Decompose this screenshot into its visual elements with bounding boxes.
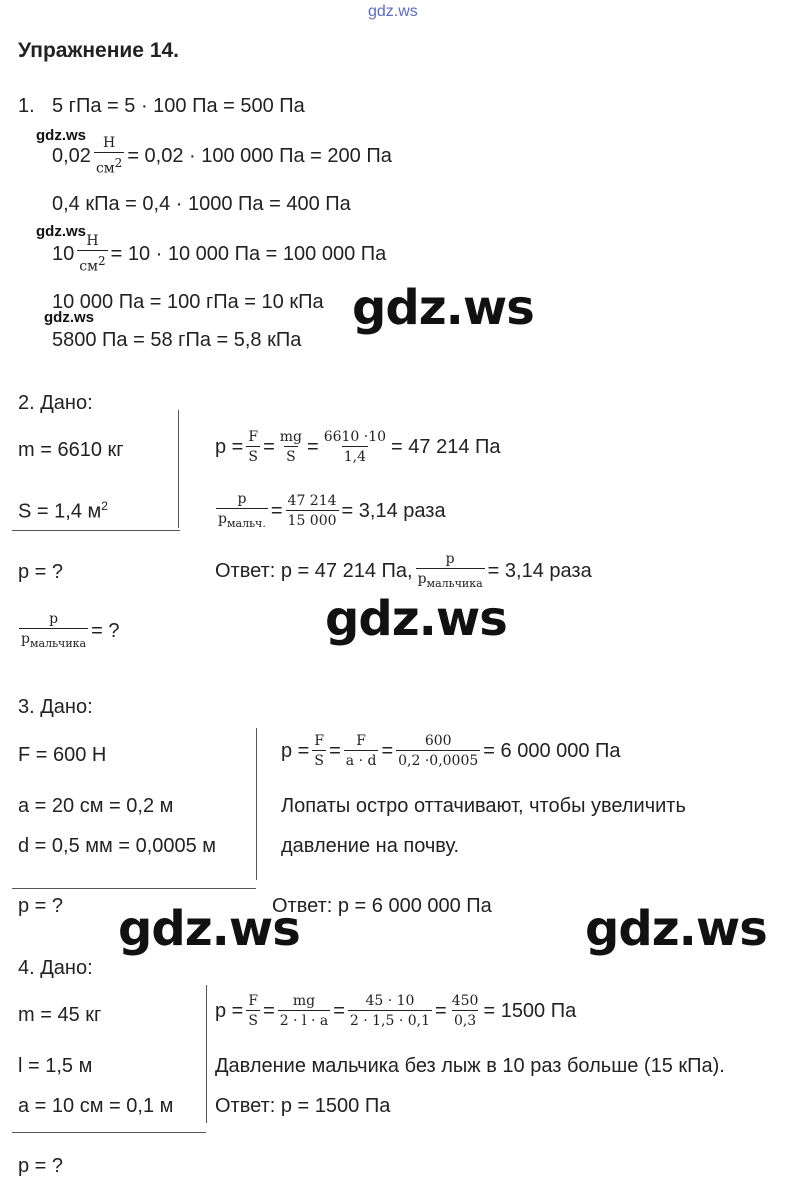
ex4-f1-num: F — [248, 993, 259, 1009]
ex3-answer: Ответ: p = 6 000 000 Па — [272, 895, 492, 917]
ex2-given-label: 2. Дано: — [18, 392, 93, 414]
ex4-f4-den: 0,3 — [452, 1010, 478, 1030]
ex2-answer-result: = 3,14 раза — [487, 560, 592, 583]
ex4-f2-den: 2 · l · a — [278, 1010, 330, 1030]
ex4-solution-line — [215, 992, 576, 1030]
ex2-answer-den-sub: мальчика — [426, 576, 483, 590]
ex2-find-ratio — [16, 610, 119, 653]
ex2-sol1-f2-num: mg — [279, 429, 303, 445]
ex1-line5: 10 000 Па = 100 гПа = 10 кПа — [52, 291, 324, 313]
ex3-given-label: 3. Дано: — [18, 696, 93, 718]
equals-sign: = — [270, 500, 283, 523]
ex1-line4-rest: = 10 · 10 000 Па = 100 000 Па — [110, 242, 387, 265]
watermark-big: gdz.ws — [585, 901, 767, 957]
ex1-number: 1. — [18, 95, 35, 117]
ex2-divider-vertical — [178, 410, 179, 528]
ex4-f3-num: 45 · 10 — [365, 993, 415, 1009]
equals-sign: = — [435, 1000, 447, 1022]
ex2-find-p: p = ? — [18, 561, 64, 583]
ex3-f3-num: 600 — [424, 733, 452, 749]
ex3-sol-p: p = — [281, 740, 310, 762]
ex2-sol1-f3-den: 1,4 — [342, 446, 368, 466]
ex1-line4-num: Н — [86, 233, 99, 249]
ex1-line4-den: см — [79, 258, 98, 275]
ex4-f3-den: 2 · 1,5 · 0,1 — [348, 1010, 432, 1030]
ex2-sol1-f3-num: 6610 ·10 — [323, 429, 387, 445]
ex4-given-m: m = 45 кг — [18, 1004, 102, 1026]
ex2-answer-den: p — [417, 571, 427, 587]
ex3-divider-vertical — [256, 728, 257, 880]
ex4-divider-vertical — [206, 985, 207, 1123]
ex1-line2-prefix: 0,02 — [52, 144, 91, 167]
ex3-f2-den: a · d — [344, 750, 379, 770]
ex2-sol2-f-den: 15 000 — [286, 510, 339, 530]
ex2-answer-num: p — [445, 551, 455, 567]
ex2-sol1-result: = 47 214 Па — [391, 436, 501, 458]
ex3-given-d: d = 0,5 мм = 0,0005 м — [18, 835, 217, 857]
ex2-sol1-f2-den: S — [284, 446, 298, 466]
ex4-given-l: l = 1,5 м — [18, 1055, 93, 1077]
equals-sign: = — [329, 740, 341, 762]
ex2-find-ratio-rest: = ? — [91, 620, 120, 643]
ex3-solution-line — [281, 732, 621, 770]
watermark-big: gdz.ws — [325, 591, 507, 647]
ex2-find-ratio-den: p — [21, 631, 30, 647]
ex3-given-a: a = 20 см = 0,2 м — [18, 795, 174, 817]
ex2-given-s-text: S = 1,4 м — [18, 500, 102, 523]
ex1-line1: 5 гПа = 5 · 100 Па = 500 Па — [52, 95, 305, 117]
ex4-result: = 1500 Па — [483, 1000, 577, 1022]
ex2-given-s-sup: 2 — [101, 499, 108, 513]
equals-sign: = — [263, 1000, 275, 1022]
ex1-line4 — [52, 232, 386, 276]
ex2-sol2-num: p — [237, 491, 247, 507]
ex2-find-ratio-den-sub: мальчика — [29, 636, 87, 650]
ex2-divider-horizontal — [12, 530, 180, 531]
watermark-small: gdz.ws — [44, 309, 95, 326]
ex4-f2-num: mg — [292, 993, 316, 1009]
watermark-big: gdz.ws — [352, 280, 534, 336]
ex2-sol1-f1-num: F — [248, 429, 259, 445]
ex2-sol1-f1-den: S — [246, 446, 260, 466]
equals-sign: = — [263, 436, 275, 458]
watermark-small: gdz.ws — [36, 223, 87, 240]
ex2-answer-prefix: Ответ: p = 47 214 Па, — [215, 560, 413, 583]
ex2-sol2-f-num: 47 214 — [287, 493, 337, 510]
ex3-text1: Лопаты остро оттачивают, чтобы увеличить — [281, 795, 686, 817]
ex4-text1: Давление мальчика без лыж в 10 раз больше (15 кПа). — [215, 1055, 725, 1077]
ex4-f1-den: S — [246, 1010, 260, 1030]
ex1-line4-prefix: 10 — [52, 242, 75, 265]
ex2-find-ratio-num: p — [49, 611, 59, 627]
ex1-line2 — [52, 134, 392, 178]
watermark-small: gdz.ws — [36, 127, 87, 144]
ex1-line3: 0,4 кПа = 0,4 · 1000 Па = 400 Па — [52, 193, 351, 215]
ex1-line2-den: см — [95, 160, 115, 177]
ex2-solution-line1 — [215, 428, 501, 466]
ex2-sol2-den: p — [218, 511, 227, 527]
page-title: Упражнение 14. — [18, 39, 180, 62]
ex1-line2-sup: 2 — [114, 156, 123, 170]
ex3-result: = 6 000 000 Па — [483, 740, 621, 762]
ex2-given-m: m = 6610 кг — [18, 439, 124, 461]
ex4-divider-horizontal — [12, 1132, 206, 1133]
equals-sign: = — [381, 740, 394, 762]
ex3-divider-horizontal — [12, 888, 256, 889]
ex1-line4-sup: 2 — [97, 254, 106, 268]
ex3-f1-den: S — [312, 750, 326, 770]
ex4-given-label: 4. Дано: — [18, 957, 93, 979]
ex2-sol2-result: = 3,14 раза — [341, 500, 446, 523]
equals-sign: = — [307, 436, 319, 458]
ex4-f4-num: 450 — [451, 993, 479, 1009]
ex4-given-a: a = 10 см = 0,1 м — [18, 1095, 174, 1117]
ex3-f3-den: 0,2 ·0,0005 — [396, 750, 480, 770]
ex2-sol2-den-sub: мальч. — [226, 516, 266, 530]
ex1-line2-num: Н — [103, 135, 116, 151]
ex3-find-p: p = ? — [18, 895, 64, 917]
equals-sign: = — [333, 1000, 345, 1022]
ex1-line6: 5800 Па = 58 гПа = 5,8 кПа — [52, 329, 302, 351]
ex4-sol-p: p = — [215, 1000, 244, 1022]
ex1-line2-rest: = 0,02 · 100 000 Па = 200 Па — [127, 144, 392, 167]
ex2-sol1-p: p = — [215, 436, 244, 458]
ex4-answer: Ответ: p = 1500 Па — [215, 1095, 391, 1117]
ex3-text2: давление на почву. — [281, 835, 460, 857]
watermark-top: gdz.ws — [368, 3, 418, 20]
ex3-f2-num: F — [356, 733, 366, 749]
ex4-find-p: p = ? — [18, 1155, 64, 1177]
watermark-big: gdz.ws — [118, 901, 300, 957]
ex3-given-f: F = 600 Н — [18, 744, 107, 766]
ex2-given-s — [18, 500, 108, 522]
ex3-f1-num: F — [314, 733, 325, 749]
ex2-answer — [215, 550, 592, 593]
ex2-solution-line2 — [213, 490, 446, 533]
